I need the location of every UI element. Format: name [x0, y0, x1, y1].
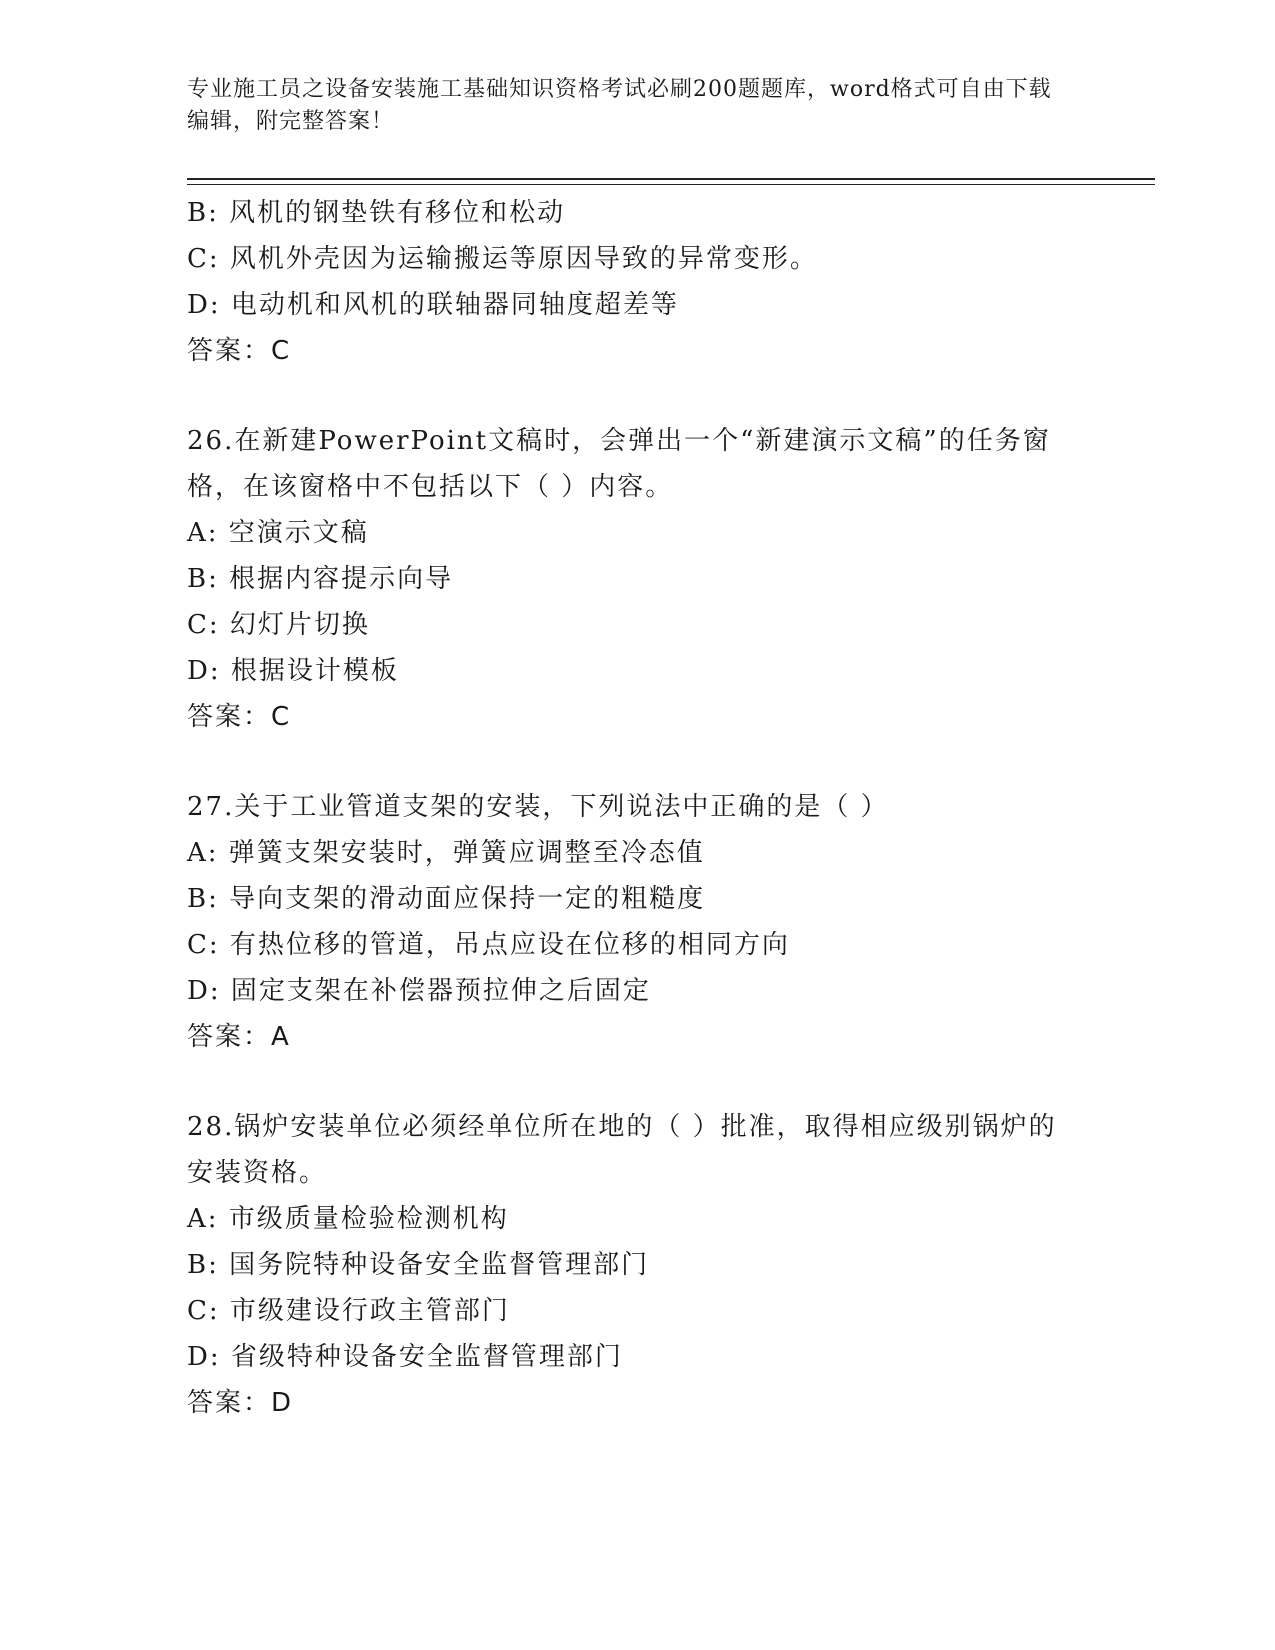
header-rule-thin [187, 184, 1155, 185]
option-b: B: 风机的钢垫铁有移位和松动 [187, 198, 566, 228]
question-28 [187, 1104, 1067, 1426]
spacer [187, 740, 1067, 784]
option-b: B: 导向支架的滑动面应保持一定的粗糙度 [187, 884, 706, 914]
answer-line: 答案：D [187, 1388, 294, 1418]
answer-line: 答案：C [187, 336, 292, 366]
option-d: D: 省级特种设备安全监督管理部门 [187, 1342, 623, 1372]
question-25-continued [187, 190, 1067, 374]
question-26 [187, 418, 1067, 740]
option-c: C: 风机外壳因为运输搬运等原因导致的异常变形。 [187, 244, 818, 274]
option-b: B: 根据内容提示向导 [187, 564, 454, 594]
spacer [187, 374, 1067, 418]
option-b: B: 国务院特种设备安全监督管理部门 [187, 1250, 650, 1280]
option-c: C: 有热位移的管道，吊点应设在位移的相同方向 [187, 930, 790, 960]
option-a: A: 市级质量检验检测机构 [187, 1204, 509, 1234]
spacer [187, 1060, 1067, 1104]
option-c: C: 幻灯片切换 [187, 610, 370, 640]
question-list [187, 190, 1067, 1426]
option-d: D: 根据设计模板 [187, 656, 399, 686]
option-d: D: 电动机和风机的联轴器同轴度超差等 [187, 290, 679, 320]
question-27 [187, 784, 1067, 1060]
option-c: C: 市级建设行政主管部门 [187, 1296, 510, 1326]
header-rule-thick [187, 178, 1155, 180]
option-a: A: 弹簧支架安装时，弹簧应调整至冷态值 [187, 838, 705, 868]
document-header: 专业施工员之设备安装施工基础知识资格考试必刷200题题库，word格式可自由下载编辑，附完整答案！ [187, 77, 1052, 134]
answer-line: 答案：A [187, 1022, 291, 1052]
question-stem: 26.在新建PowerPoint文稿时，会弹出一个“新建演示文稿”的任务窗格，在该窗格中不包括以下（ ）内容。 [187, 426, 1051, 502]
question-stem: 27.关于工业管道支架的安装，下列说法中正确的是（ ） [187, 792, 889, 822]
question-stem: 28.锅炉安装单位必须经单位所在地的（ ）批准，取得相应级别锅炉的安装资格。 [187, 1112, 1057, 1188]
answer-line: 答案：C [187, 702, 292, 732]
option-a: A: 空演示文稿 [187, 518, 369, 548]
option-d: D: 固定支架在补偿器预拉伸之后固定 [187, 976, 651, 1006]
